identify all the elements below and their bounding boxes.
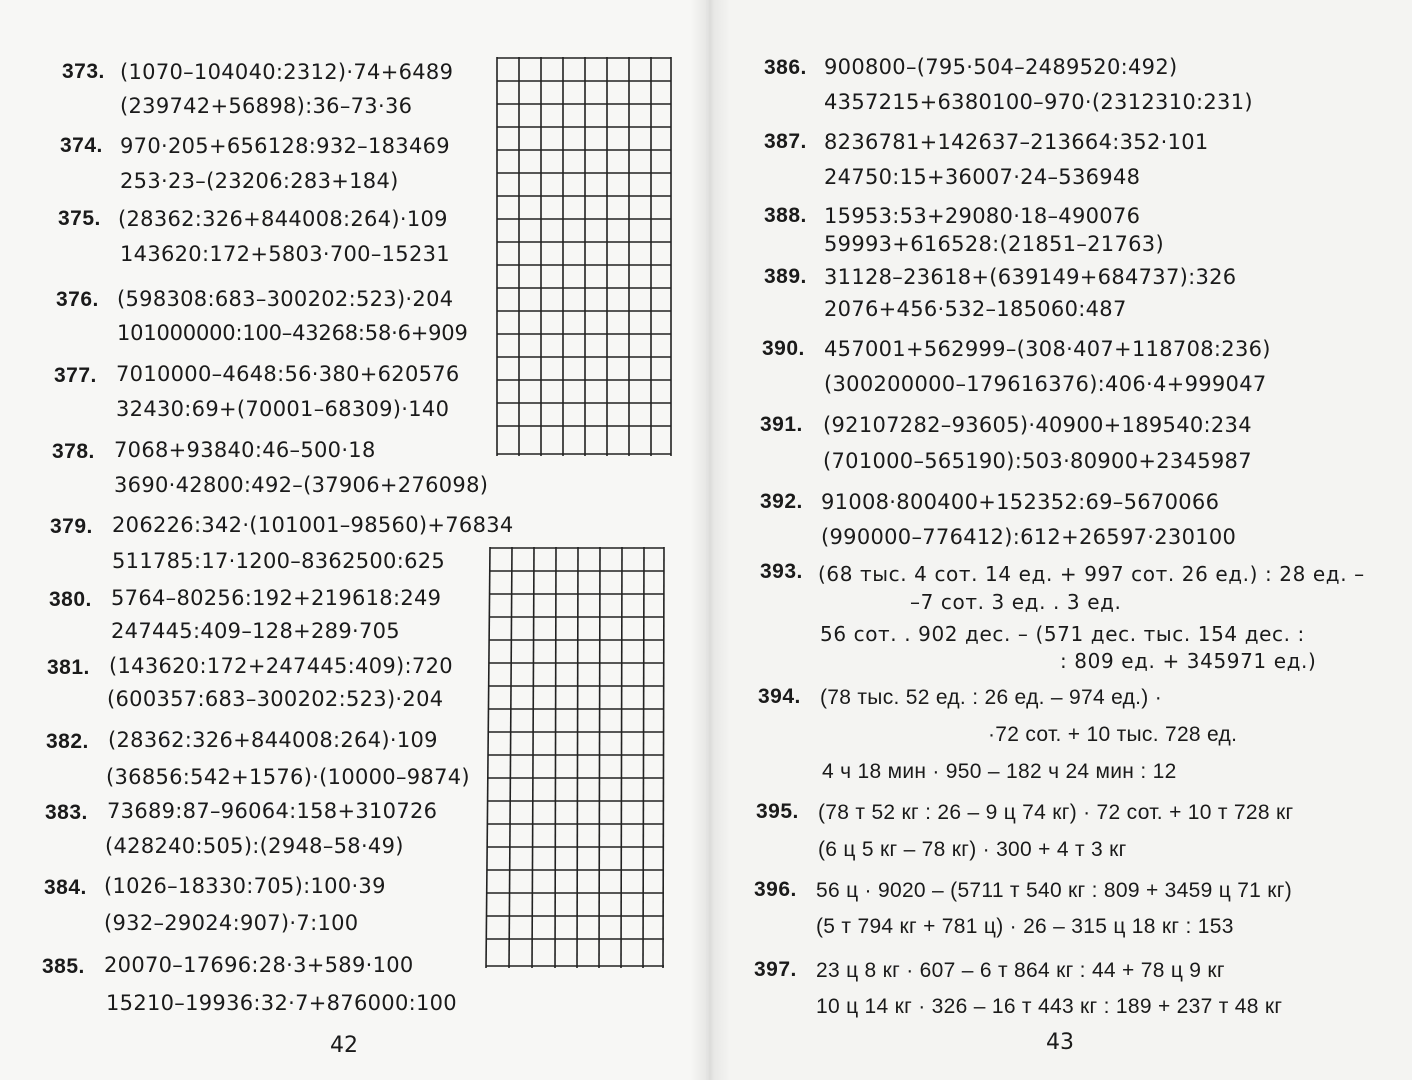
expression-line: (990000–776412):612+26597·230100 <box>821 525 1237 549</box>
expression-line: 56 ц · 9020 – (5711 т 540 кг : 809 + 3459 ц 71 кг) <box>816 879 1293 902</box>
problem-number: 390. <box>762 337 805 360</box>
problem-number: 385. <box>42 955 85 978</box>
expression-line: 143620:172+5803·700–15231 <box>120 242 450 266</box>
problem-number: 382. <box>46 730 89 753</box>
problem-number: 373. <box>62 60 105 83</box>
expression-line: (5 т 794 кг + 781 ц) · 26 – 315 ц 18 кг : 153 <box>816 915 1234 938</box>
problem-number: 374. <box>60 134 103 157</box>
expression-line: 457001+562999–(308·407+118708:236) <box>824 337 1271 361</box>
expression-line: 101000000:100–43268:58·6+909 <box>117 321 468 345</box>
problem-number: 389. <box>764 265 807 288</box>
expression-line: (78 т 52 кг : 26 – 9 ц 74 кг) · 72 сот. + 10 т 728 кг <box>818 801 1294 824</box>
expression-line: 247445:409–128+289·705 <box>111 619 400 643</box>
expression-line: (143620:172+247445:409):720 <box>109 654 453 678</box>
expression-line: 59993+616528:(21851–21763) <box>824 232 1164 256</box>
expression-line: (300200000–179616376):406·4+999047 <box>824 372 1267 396</box>
answer-grid-bottom <box>484 546 666 970</box>
problem-number: 393. <box>760 560 803 583</box>
expression-line: (598308:683–300202:523)·204 <box>117 287 454 311</box>
problem-number: 391. <box>760 413 803 436</box>
right-page <box>706 0 1412 1080</box>
problem-number: 379. <box>50 515 93 538</box>
expression-line: (1070–104040:2312)·74+6489 <box>120 60 454 84</box>
expression-line: (1026–18330:705):100·39 <box>104 874 386 898</box>
problem-number: 387. <box>764 130 807 153</box>
expression-line: 7068+93840:46–500·18 <box>114 438 376 462</box>
problem-number: 377. <box>54 364 97 387</box>
expression-line: 4 ч 18 мин · 950 – 182 ч 24 мин : 12 <box>822 760 1177 783</box>
expression-line: 31128–23618+(639149+684737):326 <box>824 265 1237 289</box>
expression-line: 2076+456·532–185060:487 <box>824 297 1127 321</box>
expression-line: 253·23–(23206:283+184) <box>120 169 399 193</box>
expression-line: 8236781+142637–213664:352·101 <box>824 130 1209 154</box>
expression-line: (932–29024:907)·7:100 <box>104 911 359 935</box>
expression-line: : 809 ед. + 345971 ед.) <box>1060 649 1317 673</box>
problem-number: 381. <box>47 656 90 679</box>
expression-line: (28362:326+844008:264)·109 <box>108 728 438 752</box>
expression-line: 73689:87–96064:158+310726 <box>107 799 438 823</box>
expression-line: 56 сот. . 902 дес. – (571 дес. тыс. 154 дес. : <box>820 622 1305 646</box>
expression-line: 15953:53+29080·18–490076 <box>824 204 1141 228</box>
expression-line: (36856:542+1576)·(10000–9874) <box>106 765 470 789</box>
expression-line: 5764–80256:192+219618:249 <box>111 586 442 610</box>
expression-line: 23 ц 8 кг · 607 – 6 т 864 кг : 44 + 78 ц 9 кг <box>816 959 1225 982</box>
expression-line: (600357:683–300202:523)·204 <box>107 687 444 711</box>
problem-number: 397. <box>754 958 797 981</box>
expression-line: (239742+56898):36–73·36 <box>120 94 413 118</box>
expression-line: 900800–(795·504–2489520:492) <box>824 55 1178 79</box>
problem-number: 394. <box>758 685 801 708</box>
problem-number: 395. <box>756 800 799 823</box>
expression-line: 970·205+656128:932–183469 <box>120 134 450 158</box>
problem-number: 383. <box>45 801 88 824</box>
problem-number: 375. <box>58 207 101 230</box>
problem-number: 378. <box>52 440 95 463</box>
expression-line: 20070–17696:28·3+589·100 <box>104 953 414 977</box>
expression-line: 206226:342·(101001–98560)+76834 <box>112 513 514 537</box>
problem-number: 376. <box>56 288 99 311</box>
expression-line: (6 ц 5 кг – 78 кг) · 300 + 4 т 3 кг <box>818 838 1127 861</box>
expression-line: ·72 сот. + 10 тыс. 728 ед. <box>988 723 1238 746</box>
expression-line: (68 тыс. 4 сот. 14 ед. + 997 сот. 26 ед.) : 28 ед. – <box>818 562 1365 586</box>
expression-line: 4357215+6380100–970·(2312310:231) <box>824 90 1253 114</box>
expression-line: 32430:69+(70001–68309)·140 <box>116 397 450 421</box>
expression-line: 15210–19936:32·7+876000:100 <box>106 991 457 1015</box>
expression-line: (28362:326+844008:264)·109 <box>118 207 448 231</box>
expression-line: 511785:17·1200–8362500:625 <box>112 549 446 573</box>
problem-number: 384. <box>44 876 87 899</box>
problem-number: 392. <box>760 490 803 513</box>
expression-line: 3690·42800:492–(37906+276098) <box>114 473 489 497</box>
answer-grid-top <box>495 56 673 458</box>
expression-line: (78 тыс. 52 ед. : 26 ед. – 974 ед.) · <box>820 686 1163 709</box>
expression-line: –7 сот. 3 ед. . 3 ед. <box>910 590 1122 614</box>
problem-number: 388. <box>764 204 807 227</box>
expression-line: (701000–565190):503·80900+2345987 <box>823 449 1252 473</box>
book-gutter <box>690 0 730 1080</box>
expression-line: 10 ц 14 кг · 326 – 16 т 443 кг : 189 + 237 т 48 кг <box>816 995 1283 1018</box>
problem-number: 396. <box>754 878 797 901</box>
page-number: 43 <box>1046 1030 1074 1055</box>
problem-number: 386. <box>764 56 807 79</box>
expression-line: 7010000–4648:56·380+620576 <box>116 362 460 386</box>
expression-line: 24750:15+36007·24–536948 <box>824 165 1141 189</box>
expression-line: (428240:505):(2948–58·49) <box>105 834 404 858</box>
expression-line: 91008·800400+152352:69–5670066 <box>821 490 1220 514</box>
problem-number: 380. <box>49 588 92 611</box>
page-number: 42 <box>330 1033 358 1058</box>
expression-line: (92107282–93605)·40900+189540:234 <box>823 413 1252 437</box>
